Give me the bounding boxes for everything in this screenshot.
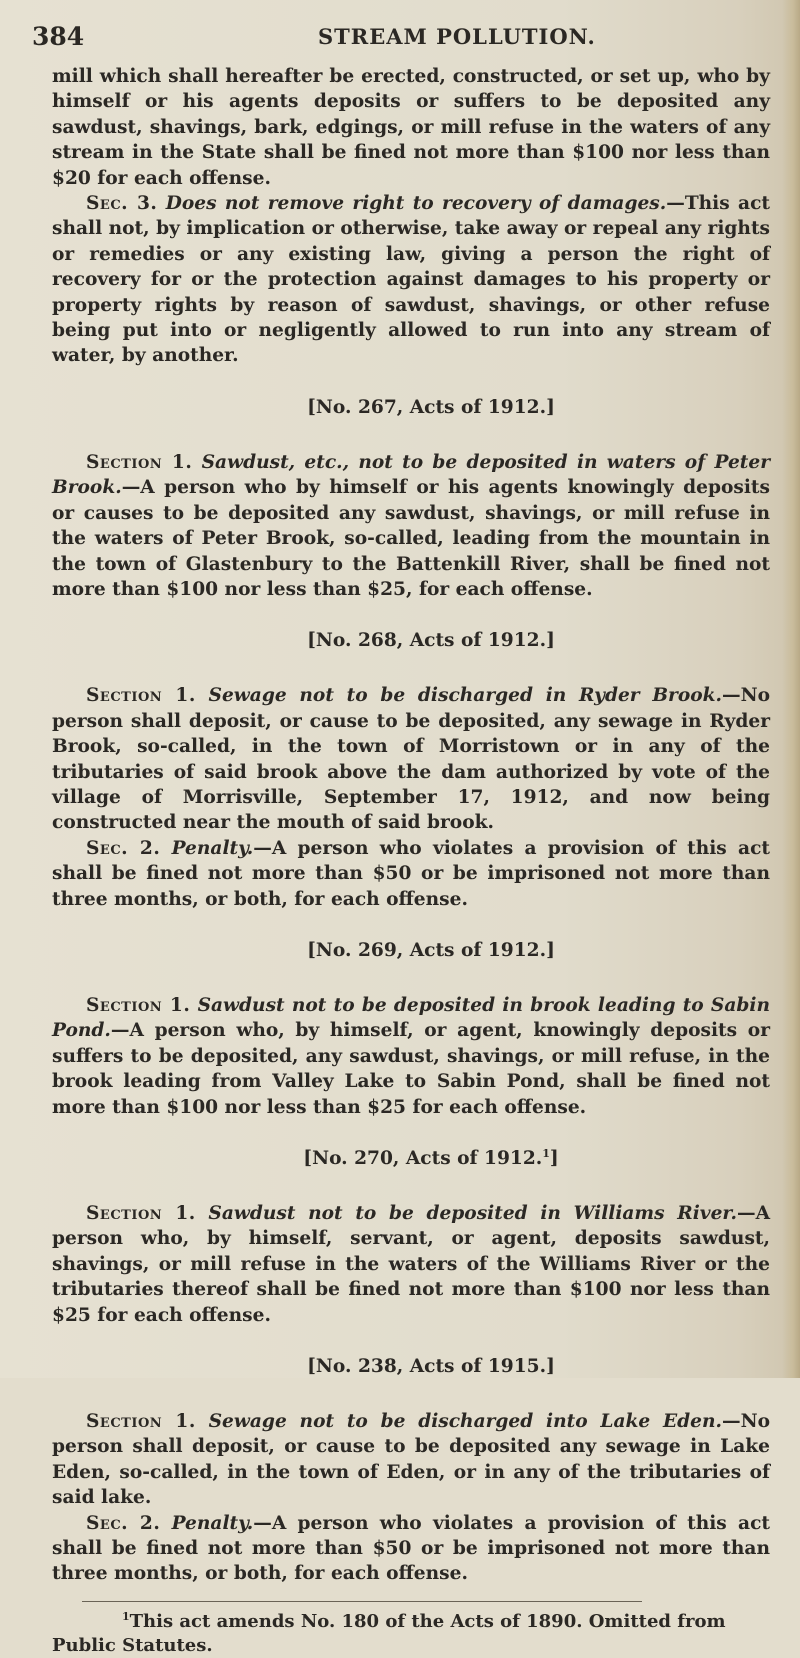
intro-paragraph: mill which shall hereafter be erected, constructed, or set up, who by himself or his agents deposits or suffers to be deposited any sawdust, shavings, bark, edgings, or mill refuse in the waters of any stream in the State shall be fined not more than $100 nor less than $20 for each offense.	[52, 66, 770, 189]
act-heading-text: [No. 270, Acts of 1912.	[303, 1148, 543, 1169]
section-text: —A person who violates a provision of this act shall be fined not more than $50 or be imprisoned not more than three months, or both, for each offense.	[52, 1512, 770, 1585]
section-title: Sawdust not to be deposited in Williams River.	[208, 1203, 737, 1224]
section-title: Sewage not to be discharged in Ryder Brook.	[208, 685, 722, 707]
footnote-text: This act amends No. 180 of the Acts of 1890. Omitted from Public Statutes.	[52, 1610, 726, 1656]
section-label: Sec. 2.	[86, 1512, 161, 1534]
footnote	[52, 1610, 770, 1658]
section-title: Sawdust not to be deposited in brook leading to Sabin Pond.	[52, 994, 770, 1042]
section-title: Sewage not to be discharged into Lake Eden.	[208, 1411, 722, 1433]
section-3-paragraph	[52, 191, 770, 369]
act-heading: [No. 238, Acts of 1915.]	[307, 1356, 555, 1378]
act-section-paragraph	[52, 450, 770, 602]
act-section-paragraph	[52, 836, 770, 912]
act-heading-close: ]	[549, 1148, 559, 1169]
act-section-paragraph	[52, 1511, 770, 1587]
section-label: Section 1.	[86, 685, 196, 707]
act-heading: [No. 267, Acts of 1912.]	[307, 396, 555, 418]
section-text: —No person shall deposit, or cause to be deposited, any sewage in Ryder Brook, so-called, in the town of Morristown or in any of the tributaries of said brook above the dam authorized by vote of the village of Morrisville, September 17, 1912, and now being constructed near the mouth of said brook.	[52, 685, 770, 834]
running-title: STREAM POLLUTION.	[318, 24, 596, 49]
act-section-paragraph	[52, 683, 770, 835]
section-text: —A person who, by himself, or agent, knowingly deposits or suffers to be deposited, any sawdust, shavings, or mill refuse, in the brook leading from Valley Lake to Sabin Pond, shall be fined not more than $100 nor less than $25 for each offense.	[52, 1020, 770, 1118]
section-text: —No person shall deposit, or cause to be deposited any sewage in Lake Eden, so-called, in the town of Eden, or in any of the tributaries of said lake.	[52, 1411, 770, 1509]
section-label: Sec. 2.	[86, 837, 161, 859]
footnote-marker: 1	[542, 1146, 550, 1160]
act-heading: [No. 269, Acts of 1912.]	[307, 939, 555, 961]
section-title: Does not remove right to recovery of damages.	[165, 193, 667, 215]
page-body	[52, 64, 770, 1658]
section-text: —This act shall not, by implication or otherwise, take away or repeal any rights or remedies or any existing law, giving a person the right of recovery for or the protection against damages to his property or property rights by reason of sawdust, shavings, or other refuse being put into or negligently allowed to run into any stream of water, by another.	[52, 193, 771, 367]
page-header	[32, 22, 772, 58]
section-label: Sec. 3.	[86, 193, 158, 215]
section-label: Section 1.	[86, 994, 191, 1016]
section-text: —A person who by himself or his agents knowingly deposits or causes to be deposited any sawdust, shavings, or mill refuse in the waters of Peter Brook, so-called, leading from the mountain in the town of Glastenbury to the Battenkill River, shall be fined not more than $100 nor less than $25, for each offense.	[52, 477, 770, 600]
page-number: 384	[32, 22, 85, 51]
section-title: Penalty.	[171, 1512, 254, 1534]
act-heading	[52, 1148, 770, 1169]
act-section-paragraph	[52, 993, 770, 1120]
act-section-paragraph	[52, 1409, 770, 1511]
section-title: Sawdust, etc., not to be deposited in waters of Peter Brook.	[52, 451, 770, 499]
page-edge-shading	[782, 0, 800, 1378]
section-label: Section 1.	[86, 1411, 196, 1433]
section-title: Penalty.	[171, 837, 254, 859]
section-label: Section 1.	[86, 1203, 196, 1224]
section-text: —A person who violates a provision of this act shall be fined not more than $50 or be imprisoned not more than three months, or both, for each offense.	[52, 837, 770, 910]
footnote-marker: 1	[122, 1609, 130, 1623]
section-text: —A person who, by himself, servant, or agent, deposits sawdust, shavings, or mill refuse in the waters of the Williams River or the tributaries thereof shall be fined not more than $100 nor less than $25 for each offense.	[52, 1203, 770, 1326]
section-label: Section 1.	[86, 451, 193, 473]
act-section-paragraph	[52, 1201, 770, 1328]
act-heading: [No. 268, Acts of 1912.]	[307, 630, 555, 652]
footnote-divider	[82, 1601, 642, 1602]
